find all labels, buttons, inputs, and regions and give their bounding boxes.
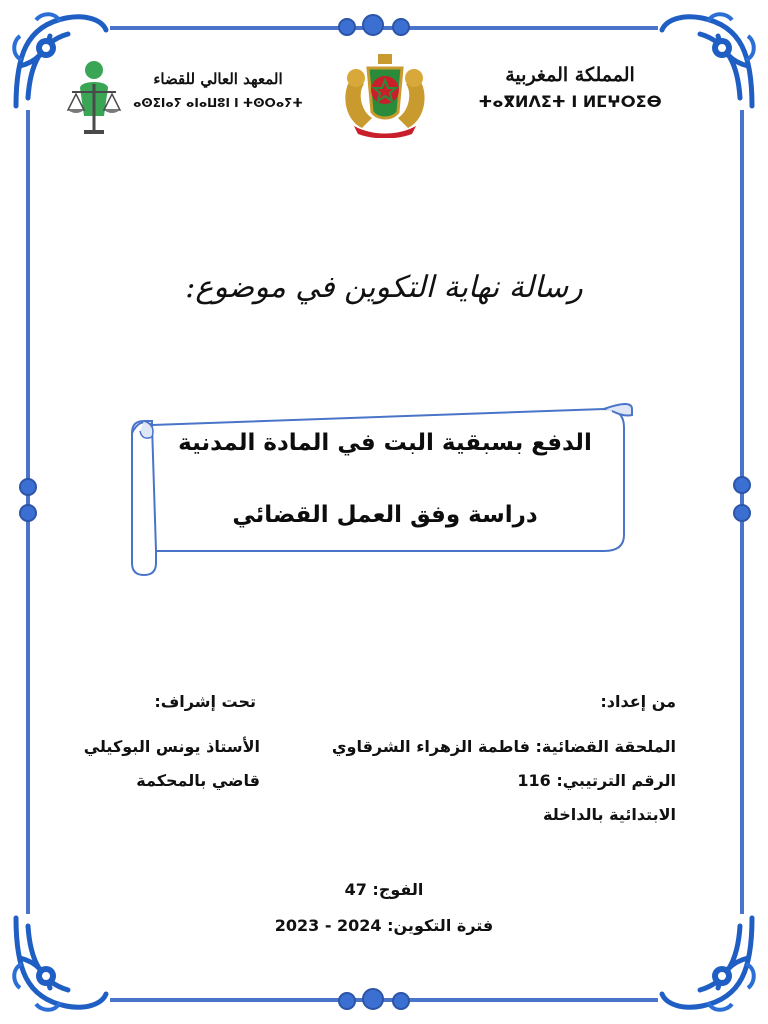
kingdom-header bbox=[470, 64, 670, 111]
scroll-banner bbox=[128, 395, 634, 577]
frame-dot bbox=[733, 504, 751, 522]
main-title-line1: الدفع بسبقية البت في المادة المدنية bbox=[178, 430, 592, 456]
cohort-line: الفوج: 47 bbox=[344, 880, 424, 899]
justice-scale-person-icon bbox=[66, 58, 122, 138]
kingdom-name-ar: المملكة المغربية bbox=[505, 64, 635, 86]
training-period-line: فترة التكوين: 2024 - 2023 bbox=[274, 916, 494, 935]
frame-dot bbox=[733, 476, 751, 494]
frame-dot bbox=[392, 18, 410, 36]
supervisor-label: تحت إشراف: bbox=[154, 692, 256, 711]
kingdom-name-tifinagh: ⵜⴰⴳⵍⴷⵉⵜ ⵏ ⵍⵎⵖⵔⵉⴱ bbox=[478, 92, 662, 111]
frame-dot bbox=[19, 504, 37, 522]
supervisor-name: الأستاذ يونس البوكيلي bbox=[83, 737, 260, 756]
main-title-line2: دراسة وفق العمل القضائي bbox=[232, 502, 538, 528]
frame-dot bbox=[19, 478, 37, 496]
frame-dot bbox=[362, 988, 384, 1010]
prepared-by-rank: الرقم الترتيبي: 116 bbox=[517, 771, 676, 790]
frame-top-line bbox=[110, 26, 658, 30]
frame-dot bbox=[362, 14, 384, 36]
supervisor-title: قاضي بالمحكمة bbox=[136, 771, 260, 790]
institute-header bbox=[128, 70, 308, 110]
institute-name-tifinagh: ⴰⵙⵉⵏⴰⵢ ⴰⵏⴰⵡⵓⵏ ⵏ ⵜⵙⵔⴰⵢⵜ bbox=[133, 96, 303, 110]
prepared-by-label: من إعداد: bbox=[600, 692, 676, 711]
prepared-by-name: الملحقة القضائية: فاطمة الزهراء الشرقاوي bbox=[331, 737, 676, 756]
frame-bottom-line bbox=[110, 998, 658, 1002]
institute-name-ar: المعهد العالي للقضاء bbox=[153, 70, 283, 88]
prepared-by-court: الابتدائية بالداخلة bbox=[543, 805, 676, 824]
frame-dot bbox=[338, 992, 356, 1010]
thesis-subtitle: رسالة نهاية التكوين في موضوع: bbox=[185, 270, 583, 305]
frame-dot bbox=[338, 18, 356, 36]
moroccan-coat-of-arms-icon bbox=[332, 48, 438, 138]
frame-dot bbox=[392, 992, 410, 1010]
